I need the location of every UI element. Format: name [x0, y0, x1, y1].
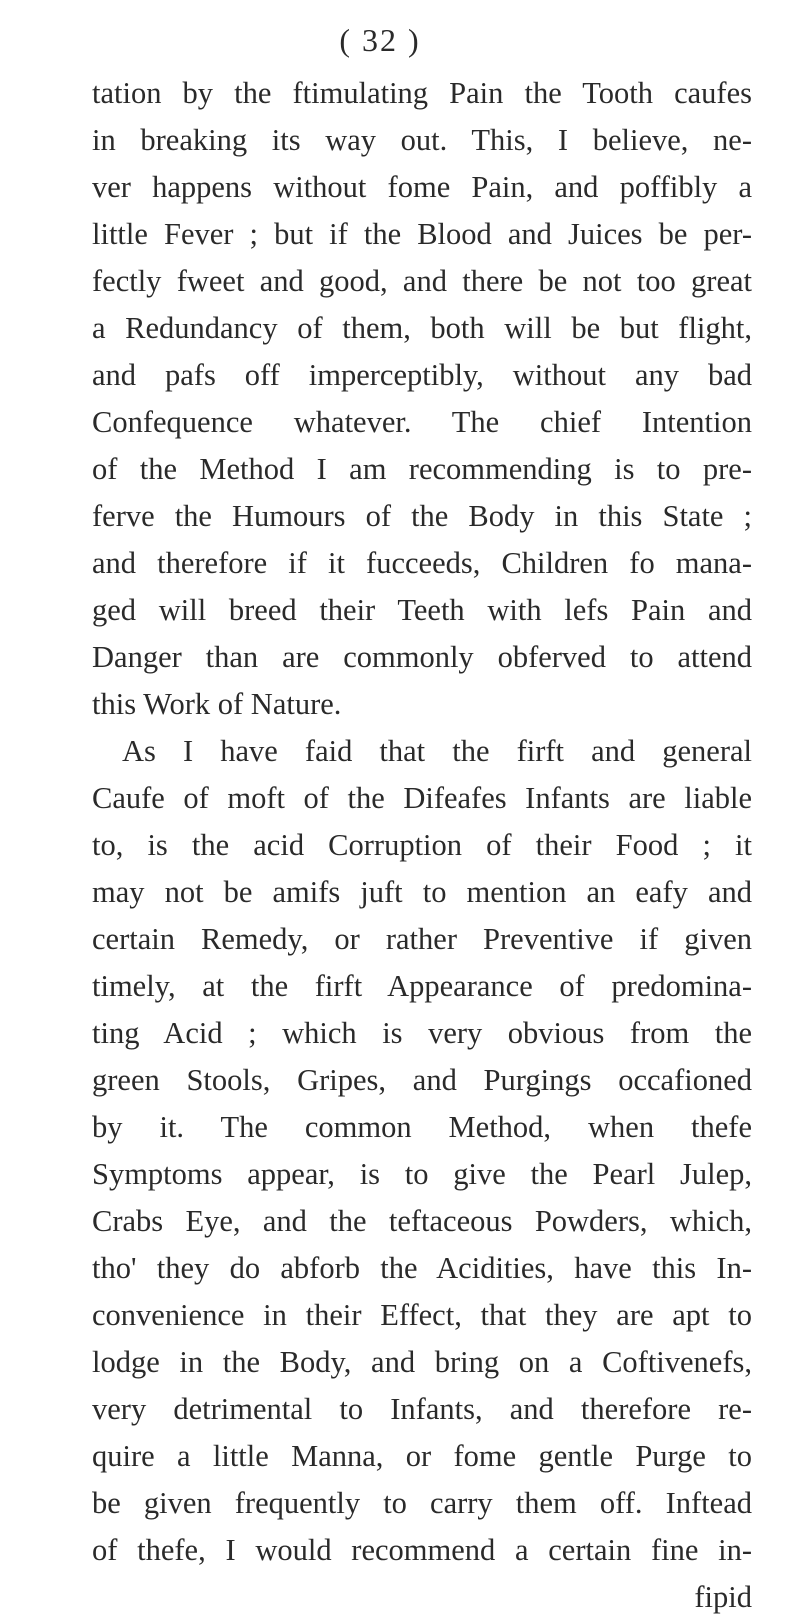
text-line: ged will breed their Teeth with lefs Pain and: [92, 593, 752, 627]
text-line: very detrimental to Infants, and therefore re-: [92, 1392, 752, 1426]
text-line: Crabs Eye, and the teftaceous Powders, which,: [92, 1204, 752, 1238]
text-line: of thefe, I would recommend a certain fine in-: [92, 1533, 752, 1567]
text-line: may not be amifs juft to mention an eafy and: [92, 875, 752, 909]
text-line: ver happens without fome Pain, and poffibly a: [92, 170, 752, 204]
text-line: and therefore if it fucceeds, Children fo mana-: [92, 546, 752, 580]
text-line: be given frequently to carry them off. Inftead: [92, 1486, 752, 1520]
text-line: a Redundancy of them, both will be but flight,: [92, 311, 752, 345]
text-line: ferve the Humours of the Body in this State ;: [92, 499, 752, 533]
text-line: Caufe of moft of the Difeafes Infants are liable: [92, 781, 752, 815]
text-line: lodge in the Body, and bring on a Coftivenefs,: [92, 1345, 752, 1379]
text-line: by it. The common Method, when thefe: [92, 1110, 752, 1144]
catchword: fipid: [694, 1580, 752, 1614]
text-line: green Stools, Gripes, and Purgings occafioned: [92, 1063, 752, 1097]
text-line: As I have faid that the firft and general: [122, 734, 752, 768]
text-line: timely, at the firft Appearance of predomina-: [92, 969, 752, 1003]
text-line: fectly fweet and good, and there be not too great: [92, 264, 752, 298]
text-line: Symptoms appear, is to give the Pearl Julep,: [92, 1157, 752, 1191]
text-line: tho' they do abforb the Acidities, have this In-: [92, 1251, 752, 1285]
text-line: certain Remedy, or rather Preventive if given: [92, 922, 752, 956]
text-line: in breaking its way out. This, I believe, ne-: [92, 123, 752, 157]
text-line: Danger than are commonly obferved to attend: [92, 640, 752, 674]
text-line: Confequence whatever. The chief Intention: [92, 405, 752, 439]
body-text: [92, 70, 752, 1621]
text-line: little Fever ; but if the Blood and Juices be per-: [92, 217, 752, 251]
text-line: quire a little Manna, or fome gentle Purge to: [92, 1439, 752, 1473]
text-line: ting Acid ; which is very obvious from the: [92, 1016, 752, 1050]
text-line: tation by the ftimulating Pain the Tooth caufes: [92, 76, 752, 110]
page-number: ( 32 ): [339, 22, 421, 58]
text-line: of the Method I am recommending is to pre-: [92, 452, 752, 486]
text-line: to, is the acid Corruption of their Food ; it: [92, 828, 752, 862]
text-line: and pafs off imperceptibly, without any bad: [92, 358, 752, 392]
text-line: convenience in their Effect, that they are apt to: [92, 1298, 752, 1332]
text-line: this Work of Nature.: [92, 687, 342, 721]
